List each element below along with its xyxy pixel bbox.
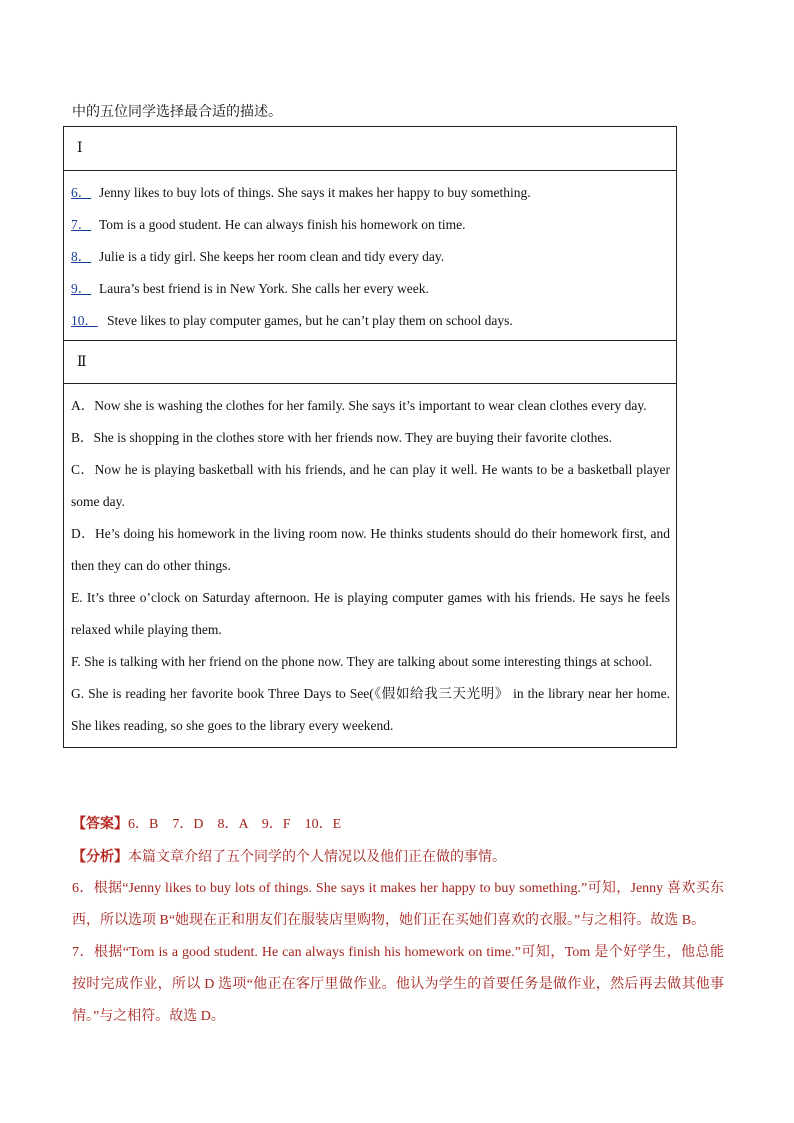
question-number: 6． <box>71 185 92 200</box>
question-item <box>71 273 668 305</box>
option-g: G. She is reading her favorite book Three Days to See(《假如给我三天光明》 in the library near her home. She likes reading, so she goes to the library every weekend. <box>71 686 670 733</box>
section-2-header: Ⅱ <box>64 340 676 383</box>
intro-text: 中的五位同学选择最合适的描述。 <box>72 104 282 120</box>
option-a: A．Now she is washing the clothes for her family. She says it’s important to wear clean clothes every day. <box>71 398 647 413</box>
answer-line <box>72 808 724 841</box>
question-number: 10． <box>71 313 98 328</box>
answer-label: 【答案】 <box>72 816 128 832</box>
section-1-questions <box>64 170 676 340</box>
question-number: 7． <box>71 217 92 232</box>
matching-table <box>63 126 677 748</box>
question-text: Julie is a tidy girl. She keeps her room clean and tidy every day. <box>99 249 445 264</box>
question-number: 8． <box>71 249 92 264</box>
question-text: Tom is a good student. He can always finish his homework on time. <box>99 217 466 232</box>
option-f: F. She is talking with her friend on the phone now. They are talking about some interesting things at school. <box>71 654 653 669</box>
explanation-item: 6．根据“Jenny likes to buy lots of things. She says it makes her happy to buy something.”可知，Jenny 喜欢买东西，所以选项 B“她现在正和朋友们在服装店里购物，她们正在买她们喜欢的衣服。”与之相符。故选 B。 <box>72 881 724 928</box>
option-c: C．Now he is playing basketball with his friends, and he can play it well. He wants to be a basketball player some day. <box>71 462 670 509</box>
question-text: Jenny likes to buy lots of things. She says it makes her happy to buy something. <box>99 185 531 200</box>
section-2-options <box>64 383 676 747</box>
question-item <box>71 241 668 273</box>
question-number: 9． <box>71 281 92 296</box>
answer-section <box>72 808 724 1033</box>
answer-text: 6．B 7．D 8．A 9．F 10．E <box>128 817 342 832</box>
question-text: Steve likes to play computer games, but he can’t play them on school days. <box>107 313 513 328</box>
question-text: Laura’s best friend is in New York. She calls her every week. <box>99 281 429 296</box>
question-item <box>71 177 668 209</box>
analysis-text: 本篇文章介绍了五个同学的个人情况以及他们正在做的事情。 <box>128 849 506 865</box>
option-b: B．She is shopping in the clothes store with her friends now. They are buying their favorite clothes. <box>71 430 613 445</box>
analysis-label: 【分析】 <box>72 849 128 865</box>
section-1-header: Ⅰ <box>77 141 83 156</box>
question-item <box>71 305 668 337</box>
question-item <box>71 209 668 241</box>
option-e: E. It’s three o’clock on Saturday afternoon. He is playing computer games with his friends. He says he feels relaxed while playing them. <box>71 590 670 637</box>
analysis-line <box>72 841 724 873</box>
explanation-item: 7．根据“Tom is a good student. He can always finish his homework on time.”可知，Tom 是个好学生，他总能按时完成作业，所以 D 选项“他正在客厅里做作业。他认为学生的首要任务是做作业，然后再去做其他事情。”与之相符。故选 D。 <box>72 945 724 1024</box>
option-d: D．He’s doing his homework in the living room now. He thinks students should do their homework first, and then they can do other things. <box>71 526 670 573</box>
